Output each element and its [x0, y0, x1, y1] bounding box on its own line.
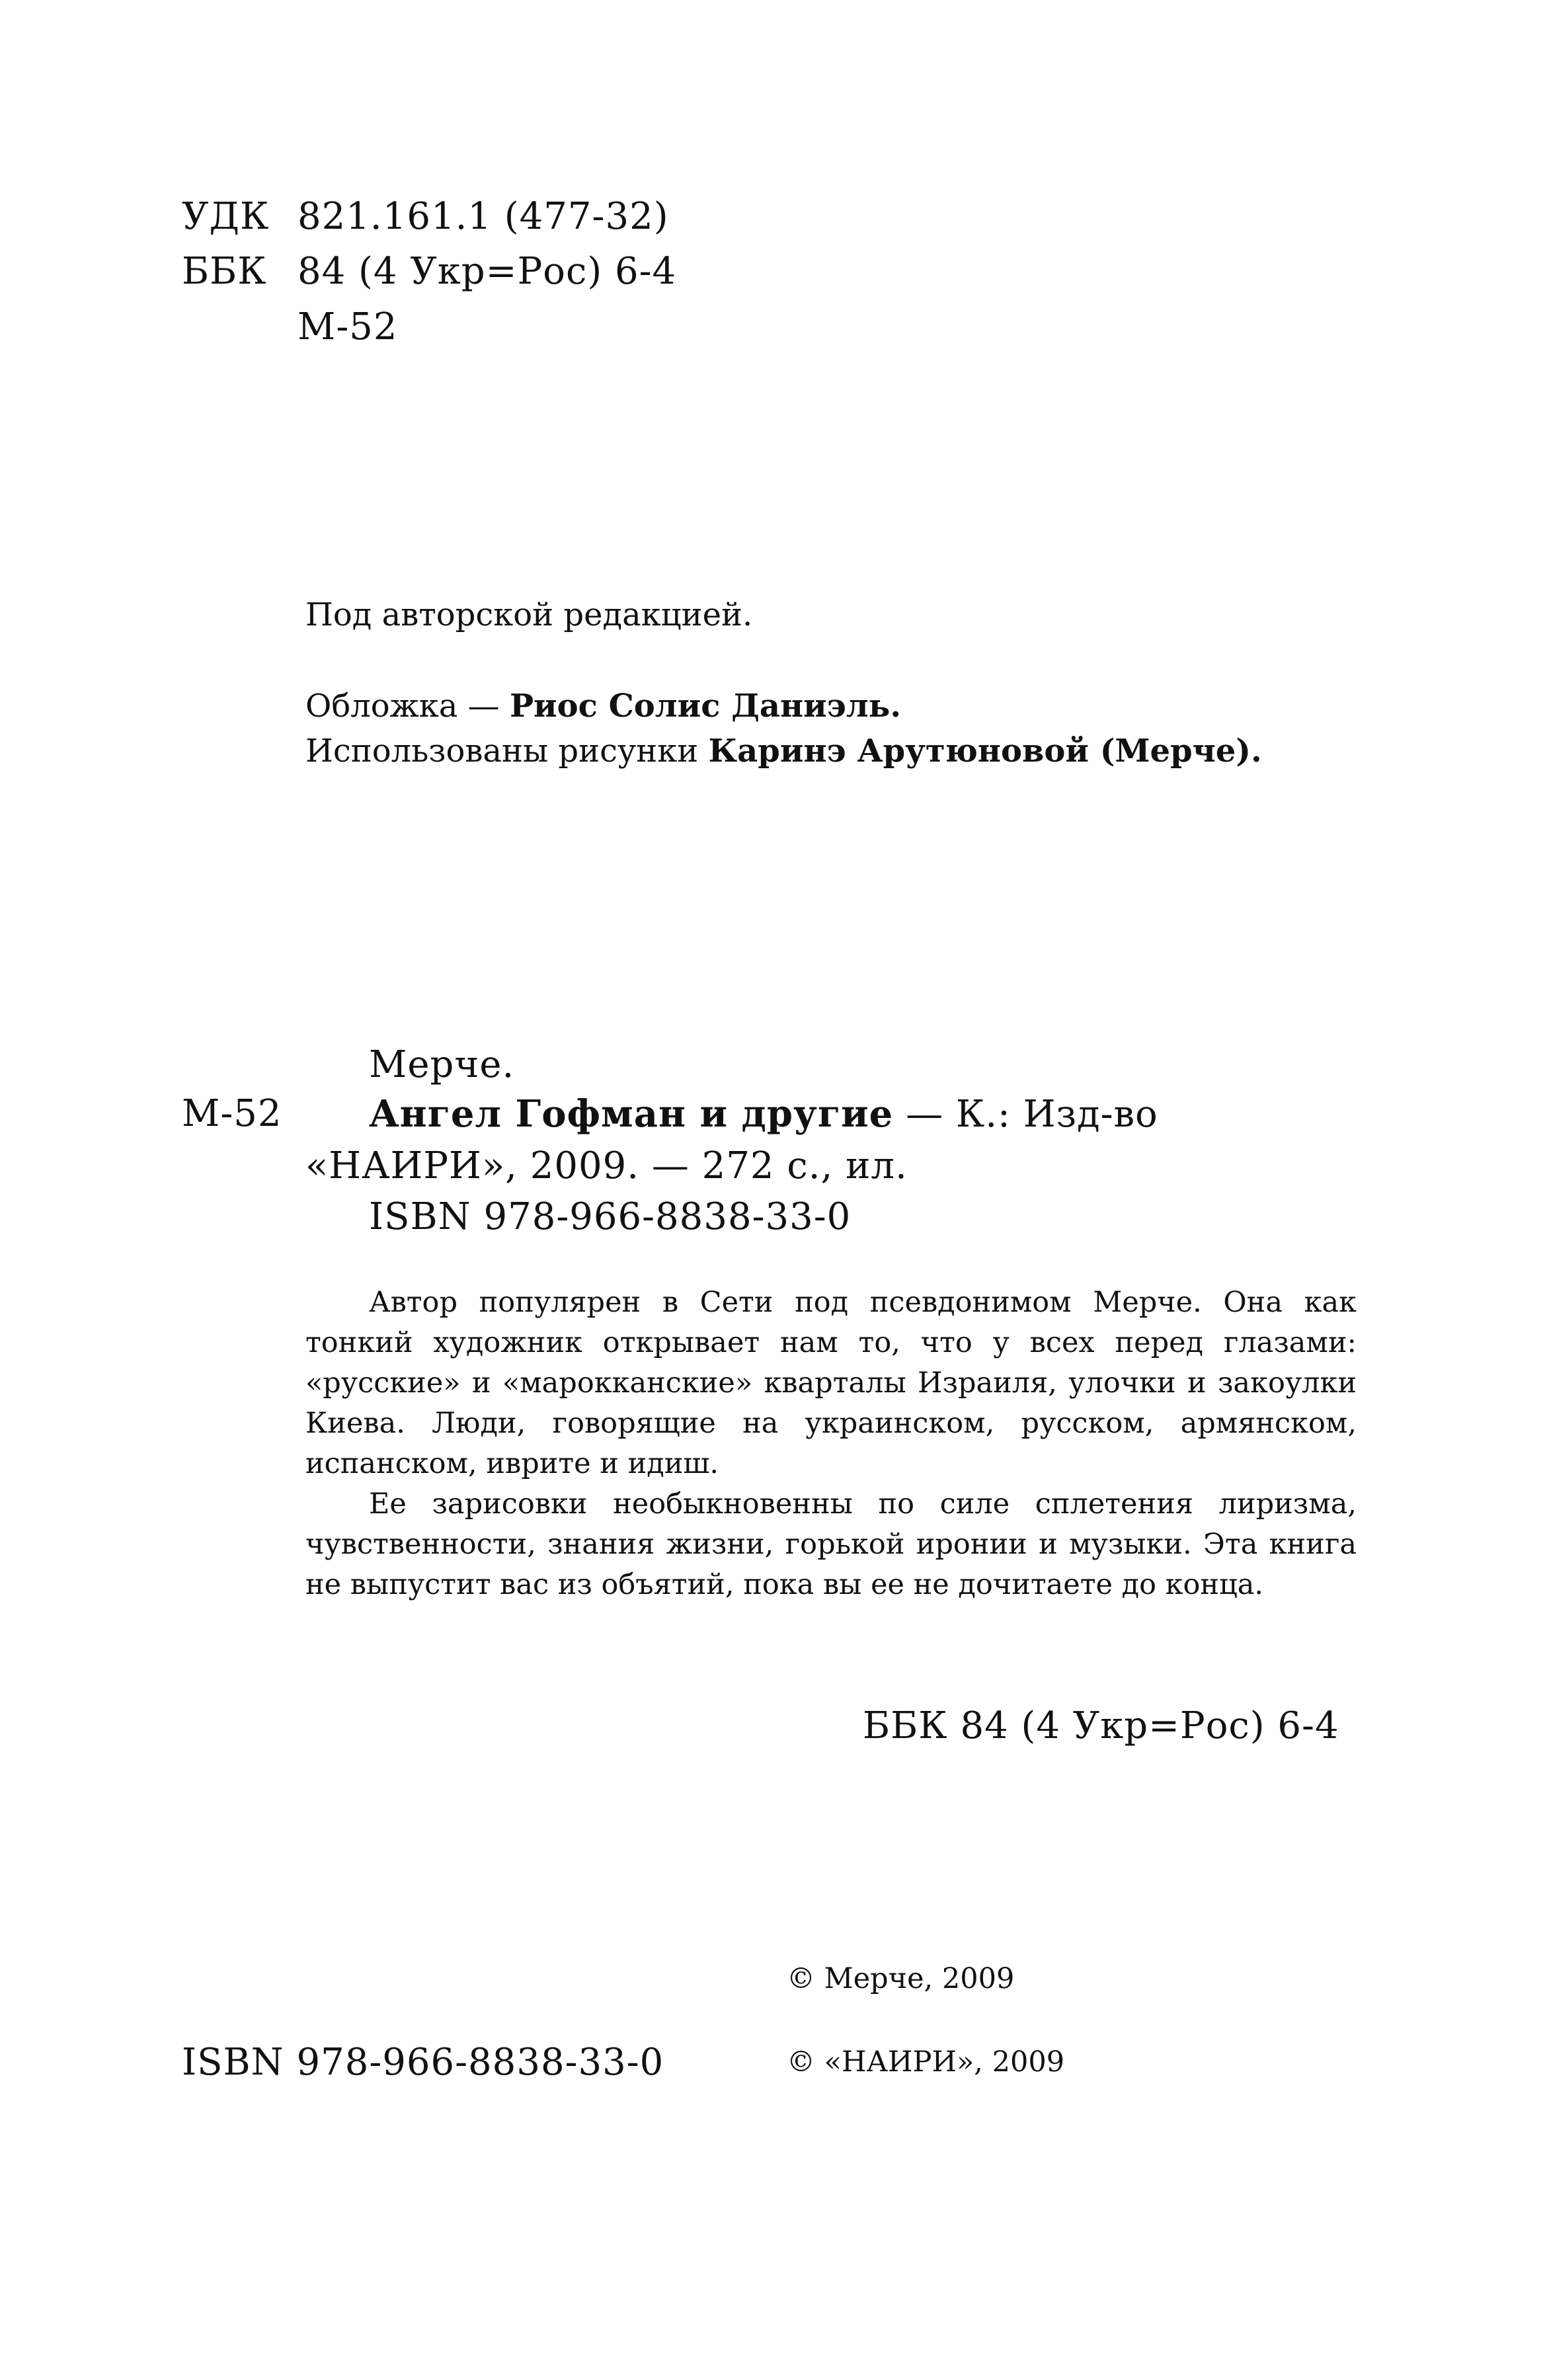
author-mark: М-52	[298, 305, 398, 348]
udk-line	[182, 195, 669, 238]
copyright-author: © Мерче, 2009	[787, 1962, 1015, 1995]
udk-value: 821.161.1 (477-32)	[298, 195, 669, 238]
copyright-publisher: © «НАИРИ», 2009	[787, 2045, 1065, 2079]
bbk-line	[182, 250, 676, 293]
catalog-mark: М-52	[182, 1092, 282, 1135]
catalog-title-line	[369, 1092, 1158, 1136]
catalog-isbn: ISBN 978-966-8838-33-0	[369, 1195, 852, 1238]
author-mark-line	[182, 305, 398, 348]
drawings-prefix: Использованы рисунки	[305, 733, 709, 770]
annotation-paragraph-1: Автор популярен в Сети под псевдонимом Мерче. Она как тонкий художник открывает нам то, что у всех перед глазами: «русские» и «марокканские» кварталы Израиля, улочки и закоулки Киева. Люди, говорящие на украинском, русском, армянском, испанском, иврите и идиш.	[305, 1286, 1357, 1480]
udk-label: УДК	[182, 195, 270, 238]
drawings-credit	[305, 733, 1262, 770]
catalog-author: Мерче.	[369, 1043, 515, 1086]
bbk-value: 84 (4 Укр=Рос) 6-4	[298, 250, 677, 293]
editorial-note: Под авторской редакцией.	[305, 596, 753, 633]
bbk-label: ББК	[182, 250, 267, 293]
cover-artist: Риос Солис Даниэль.	[509, 688, 902, 725]
catalog-publisher-line: «НАИРИ», 2009. — 272 с., ил.	[305, 1144, 908, 1187]
drawings-artist: Каринэ Арутюновой (Мерче).	[708, 733, 1262, 770]
book-title: Ангел Гофман и другие	[369, 1092, 894, 1136]
bbk-bottom: ББК 84 (4 Укр=Рос) 6-4	[863, 1704, 1339, 1747]
cover-credit	[305, 688, 901, 725]
imprint-suffix: — К.: Изд-во	[893, 1093, 1158, 1136]
annotation-paragraph-2: Ее зарисовки необыкновенны по силе сплетения лиризма, чувственности, знания жизни, горькой иронии и музыки. Эта книга не выпустит вас из объятий, пока вы ее не дочитаете до конца.	[305, 1488, 1357, 1601]
cover-prefix: Обложка —	[305, 688, 510, 725]
annotation	[305, 1283, 1357, 1605]
footer-isbn: ISBN 978-966-8838-33-0	[182, 2041, 664, 2084]
